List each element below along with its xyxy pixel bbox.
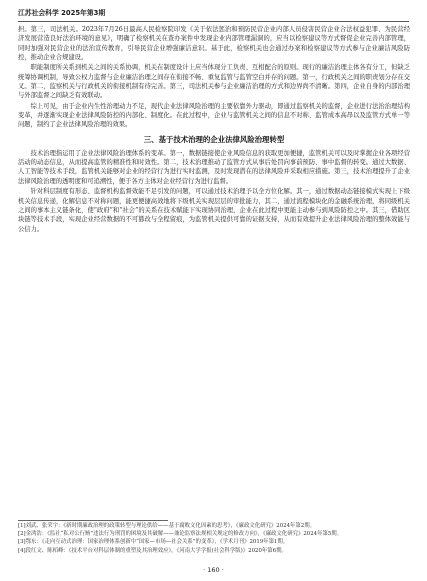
body-paragraph: 综上可见，由于企业内生性治理动力不足，现代企业法律风险治理的主要依靠外力驱动，即通过监察机关的监督，企业进行法治治理结构变革，并逐渐实现企业法律风险防控的内部化、制度化。在此过程中，企业与监管机关之间的信息不对称、监管成本高昂以及监管方式单一等问题，制约了企业法律风险治理的效果。: [18, 102, 410, 129]
header-divider: [18, 21, 409, 22]
footnotes: [18, 522, 410, 555]
footnote-item: [4]段红文、陈栢峰：《技术平台对科层体制的重塑及其治理效应》，《河南大学学报(社会科学版)》2020年第6期。: [18, 547, 287, 554]
article-body: [18, 25, 410, 235]
body-paragraph: 针对科层制度有形态、监督机构监督效能不足引发的问题，可以通过技术治理予以全方位化解。其一，通过数据动态链接模式实现上下级机关信息传递，化解信息不对称问题，能更便捷高效地将下级机关实现层层的审批能力，其二，通过流程模块化的金融系统治理，将同级机关之间的事本主义链条化，使“政府”和“社会”的关系在技术赋能下实现协同治理，企业在此过程中更能主动参与到风险防控之中。其三，借助区块链等技术手段，实现企业经营数据的不可篡改与全程留痕，为监管机关提供可靠的证据支持，从而有效提升企业法律风险治理的整体效能与公信力。: [18, 188, 410, 233]
body-paragraph: 担。第三，司法机关。2023年7月26日最高人民检察院印发《关于依法惩治和预防民营企业内部人员侵害民营企业合法权益犯罪、为民营经济发展营造良好法治环境的意见》，明确了检察机关在查办案件中发现企业内部管理漏洞的，应当以检察建议等方式督促企业完善内部管理，同时加强对民营企业的法治宣传教育，引导民营企业增强廉洁意识。基于此，检察机关也会通过办案和检察建议等方式参与企业廉洁风险防控，推动企业合规建设。: [18, 26, 410, 62]
footnote-item: [3]鄂东：《走向互动式治理：国家治理体系创新中“国家—市场—社会关系”的变革》，《学术月刊》2019年第1期。: [18, 539, 289, 546]
footnote-item: [1]刘武、张荣宇：《新时期廉政治理的政策转型与理论供给——基于腐败文化因素的思考》，《廉政文化研究》2024年第2期。: [18, 523, 315, 529]
journal-header: 江苏社会科学 2025年第3期: [18, 9, 106, 17]
footnote-divider: [18, 520, 168, 521]
section-heading: 三、基于技术治理的企业法律风险治理转型: [143, 134, 285, 144]
body-paragraph: 职能制度所关系到机关之间的关系协调，机关在制度设计上应当体现分工负责、互相配合的原则。现行的廉洁治理主体各有分工，但缺乏统筹协调机制，导致公权力监督与企业廉洁治理之间存在衔接不畅、重复监管与监管空白并存的问题。第一，行政机关之间的职责划分存在交叉。第二，监察机关与行政机关的衔接机制有待完善。第三，司法机关参与企业廉洁治理的方式和边界尚不清晰。第四，企业自身的内部治理与外部监督之间缺乏有效联动。: [18, 64, 410, 100]
footnote-item: [2]金鸿浩：《监社“私对公行贿”违法行为刑罚的困境及其破解——兼论监察法规相关规定的修改方向》，《廉政文化研究》2024年第5期。: [18, 531, 343, 538]
body-paragraph: 技术治理指运用了企业法律风险治理体系的变革。第一，数据链接使企业风险信息的获取更加便捷，监管机关可以及时掌握企业各项经营活动的动态信息，从而提高监管的精准性和时效性。第二，技术治理推动了监管方式从事后处罚向事前预防、事中监督的转变。通过大数据、人工智能等技术手段，监管机关能够对企业的经营行为进行实时监测，及时发现潜在的法律风险并采取相应措施。第三，技术治理提升了企业法律风险治理的透明度和可追溯性，便于各方主体对企业经营行为进行监督。: [18, 149, 410, 185]
page-number: · 160 ·: [203, 566, 224, 574]
